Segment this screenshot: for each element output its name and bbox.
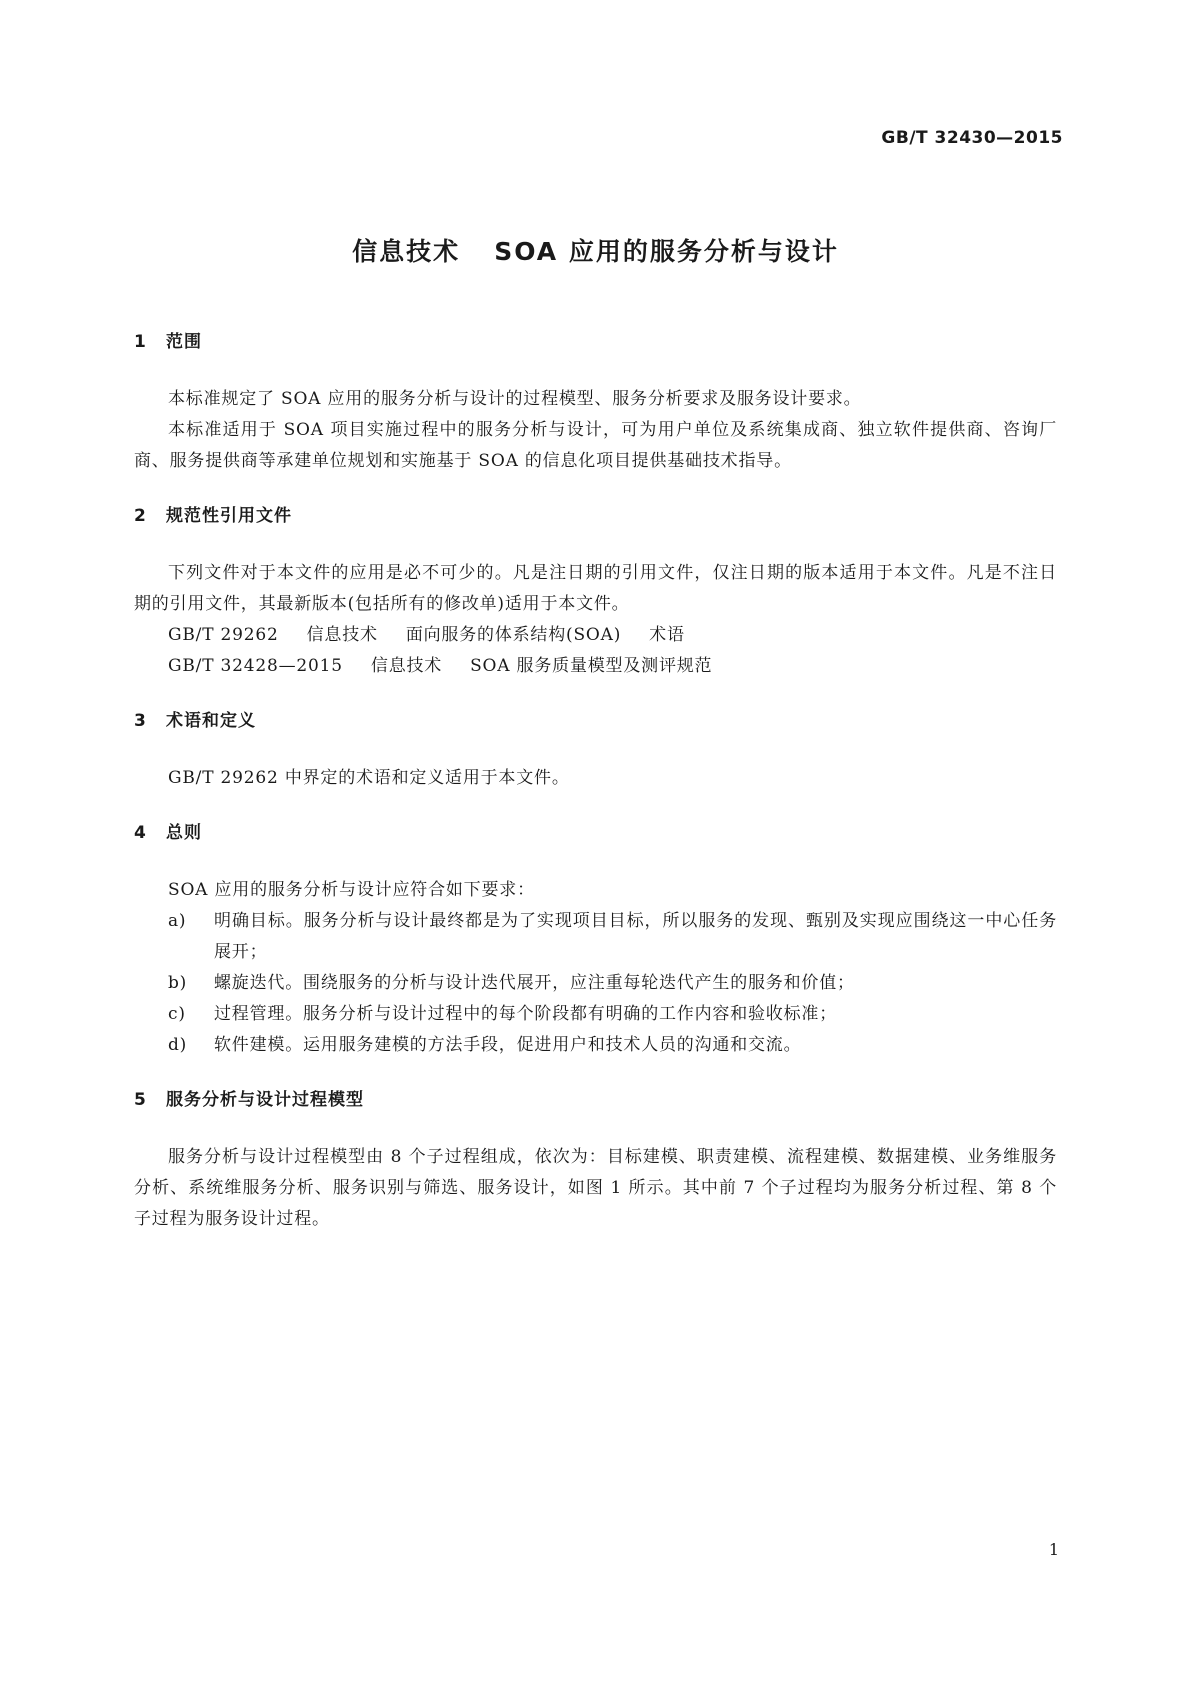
section-5-heading [134, 1088, 1057, 1112]
reference-item [134, 620, 1057, 651]
general-principles-intro: SOA 应用的服务分析与设计应符合如下要求： [168, 880, 535, 900]
list-item-text: 过程管理。服务分析与设计过程中的每个阶段都有明确的工作内容和验收标准； [214, 1004, 837, 1024]
list-item-text: 软件建模。运用服务建模的方法手段，促进用户和技术人员的沟通和交流。 [214, 1035, 802, 1055]
title-part-1: 信息技术 [352, 237, 461, 266]
process-model-paragraph: 服务分析与设计过程模型由 8 个子过程组成，依次为：目标建模、职责建模、流程建模、数据建模、业务维服务分析、系统维服务分析、服务识别与筛选、服务设计，如图 1 所示。其中前 7 个子过程均为服务分析过程、第 8 个子过程为服务设计过程。 [134, 1147, 1057, 1229]
section-number: 5 [134, 1090, 147, 1110]
section-2-heading [134, 504, 1057, 528]
reference-title-part: SOA 服务质量模型及测评规范 [470, 656, 713, 676]
list-item [134, 968, 1057, 999]
scope-paragraph-2: 本标准适用于 SOA 项目实施过程中的服务分析与设计，可为用户单位及系统集成商、独立软件提供商、咨询厂商、服务提供商等承建单位规划和实施基于 SOA 的信息化项目提供基础技术指导。 [134, 420, 1057, 471]
terms-paragraph: GB/T 29262 中界定的术语和定义适用于本文件。 [168, 768, 570, 788]
document-title [0, 232, 1191, 268]
list-item-label: b) [168, 973, 188, 993]
section-number: 2 [134, 506, 147, 526]
reference-title-part: 术语 [649, 625, 685, 645]
section-number: 3 [134, 711, 147, 731]
standard-code: GB/T 32430—2015 [881, 128, 1063, 148]
section-number: 4 [134, 823, 147, 843]
section-4-heading [134, 821, 1057, 845]
reference-item [134, 651, 1057, 682]
list-item [134, 1030, 1057, 1061]
list-item-label: a) [168, 911, 187, 931]
list-item-text: 螺旋迭代。围绕服务的分析与设计迭代展开，应注重每轮迭代产生的服务和价值； [214, 973, 855, 993]
section-title: 范围 [166, 332, 202, 352]
list-item-text: 明确目标。服务分析与设计最终都是为了实现项目目标，所以服务的发现、甄别及实现应围绕这一中心任务展开； [214, 911, 1057, 962]
reference-title-part: 信息技术 [370, 656, 443, 676]
page-number: 1 [1048, 1540, 1059, 1559]
section-3-heading [134, 709, 1057, 733]
section-title: 术语和定义 [166, 711, 256, 731]
reference-code: GB/T 32428—2015 [168, 656, 343, 676]
section-title: 规范性引用文件 [166, 506, 292, 526]
reference-title-part: 面向服务的体系结构(SOA) [405, 625, 622, 645]
list-item [134, 999, 1057, 1030]
reference-code: GB/T 29262 [168, 625, 279, 645]
section-title: 服务分析与设计过程模型 [166, 1090, 364, 1110]
list-item [134, 906, 1057, 968]
document-body [134, 330, 1057, 1235]
title-part-2: SOA 应用的服务分析与设计 [494, 237, 839, 266]
reference-title-part: 信息技术 [306, 625, 378, 645]
list-item-label: d) [168, 1035, 188, 1055]
normative-references-intro: 下列文件对于本文件的应用是必不可少的。凡是注日期的引用文件，仅注日期的版本适用于本文件。凡是不注日期的引用文件，其最新版本(包括所有的修改单)适用于本文件。 [134, 563, 1057, 614]
section-number: 1 [134, 332, 147, 352]
list-item-label: c) [168, 1004, 186, 1024]
scope-paragraph-1: 本标准规定了 SOA 应用的服务分析与设计的过程模型、服务分析要求及服务设计要求。 [168, 389, 862, 409]
section-1-heading [134, 330, 1057, 354]
section-title: 总则 [166, 823, 202, 843]
